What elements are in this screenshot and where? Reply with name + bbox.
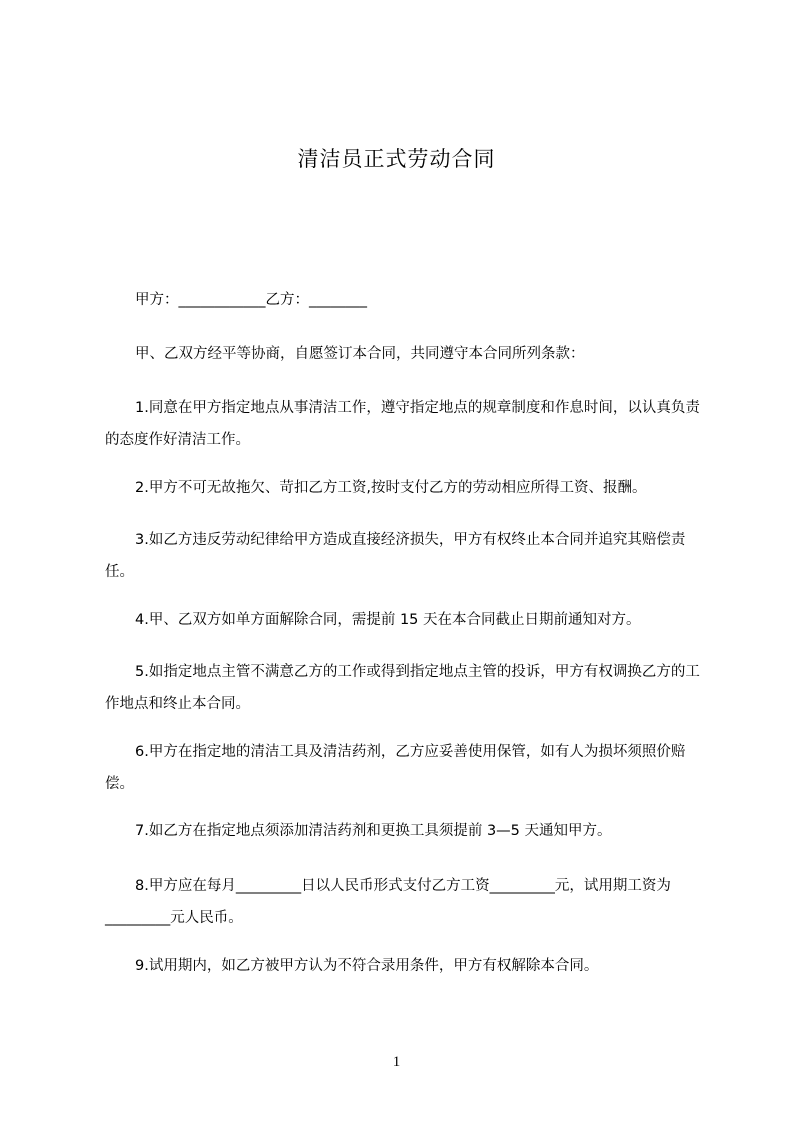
intro-paragraph: 甲、乙双方经平等协商，自愿签订本合同，共同遵守本合同所列条款： [135,346,585,362]
clause-9: 9.试用期内，如乙方被甲方认为不符合录用条件，甲方有权解除本合同。 [135,958,599,974]
clause-1: 1.同意在甲方指定地点从事清洁工作，遵守指定地点的规章制度和作息时间，以认真负责的态度作好清洁工作。 [105,400,700,448]
clause-8: 8.甲方应在每月_________日以人民币形式支付乙方工资_________元，试用期工资为_________元人民币。 [105,878,671,926]
parties-line: 甲方：____________乙方：________ [135,292,367,308]
clause-6: 6.甲方在指定地的清洁工具及清洁药剂，乙方应妥善使用保管，如有人为损坏须照价赔偿。 [105,744,686,792]
clause-7: 7.如乙方在指定地点须添加清洁药剂和更换工具须提前 3—5 天通知甲方。 [135,823,612,839]
page-number: 1 [392,1054,401,1070]
document-title: 清洁员正式劳动合同 [297,147,496,171]
clause-2: 2.甲方不可无故拖欠、苛扣乙方工资,按时支付乙方的劳动相应所得工资、报酬。 [135,480,647,496]
clause-4: 4.甲、乙双方如单方面解除合同，需提前 15 天在本合同截止日期前通知对方。 [135,612,641,628]
clause-3: 3.如乙方违反劳动纪律给甲方造成直接经济损失，甲方有权终止本合同并追究其赔偿责任。 [105,532,686,580]
clause-5: 5.如指定地点主管不满意乙方的工作或得到指定地点主管的投诉，甲方有权调换乙方的工作地点和终止本合同。 [105,664,700,712]
